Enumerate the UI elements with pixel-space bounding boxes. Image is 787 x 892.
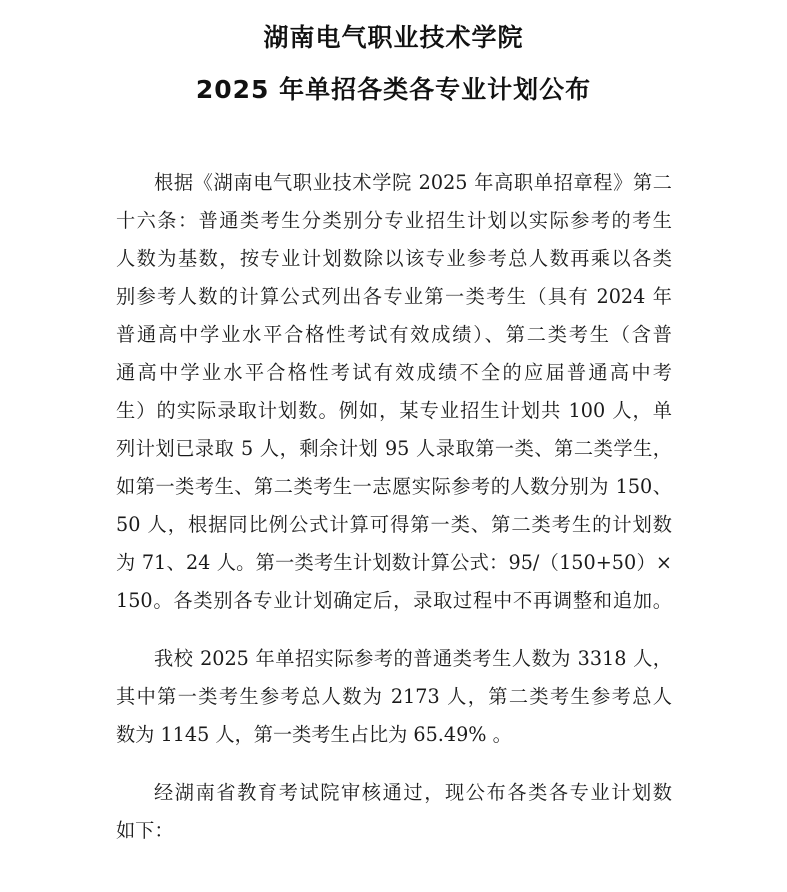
paragraph-line: 人数为基数，按专业计划数除以该专业参考总人数再乘以各类	[116, 247, 672, 270]
paragraph-line: 50 人，根据同比例公式计算可得第一类、第二类考生的计划数	[116, 513, 672, 536]
paragraph-line: 通高中学业水平合格性考试有效成绩不全的应届普通高中考	[116, 361, 672, 384]
title-line-2: 2025 年单招各类各专业计划公布	[195, 75, 592, 104]
paragraph-line: 根据《湖南电气职业技术学院 2025 年高职单招章程》第二	[154, 171, 672, 194]
paragraph-line: 别参考人数的计算公式列出各专业第一类考生（具有 2024 年	[116, 285, 672, 308]
paragraph-line: 普通高中学业水平合格性考试有效成绩）、第二类考生（含普	[116, 323, 672, 346]
paragraph-line: 150。各类别各专业计划确定后，录取过程中不再调整和追加。	[116, 589, 672, 612]
paragraph-line: 生）的实际录取计划数。例如，某专业招生计划共 100 人，单	[116, 399, 672, 422]
paragraph-line: 十六条：普通类考生分类别分专业招生计划以实际参考的考生	[116, 209, 672, 232]
title-line-1: 湖南电气职业技术学院	[263, 23, 524, 52]
paragraph-line: 经湖南省教育考试院审核通过，现公布各类各专业计划数	[154, 781, 672, 804]
paragraph-line: 其中第一类考生参考总人数为 2173 人，第二类考生参考总人	[116, 685, 672, 708]
paragraph-line: 我校 2025 年单招实际参考的普通类考生人数为 3318 人，	[154, 647, 672, 670]
paragraph-line: 如第一类考生、第二类考生一志愿实际参考的人数分别为 150、	[116, 475, 672, 498]
paragraph-line: 如下：	[116, 819, 174, 842]
paragraph-line: 为 71、24 人。第一类考生计划数计算公式：95/（150+50）×	[116, 551, 672, 574]
paragraph-line: 数为 1145 人，第一类考生占比为 65.49% 。	[116, 723, 512, 746]
paragraph-line: 列计划已录取 5 人，剩余计划 95 人录取第一类、第二类学生，	[116, 437, 672, 460]
